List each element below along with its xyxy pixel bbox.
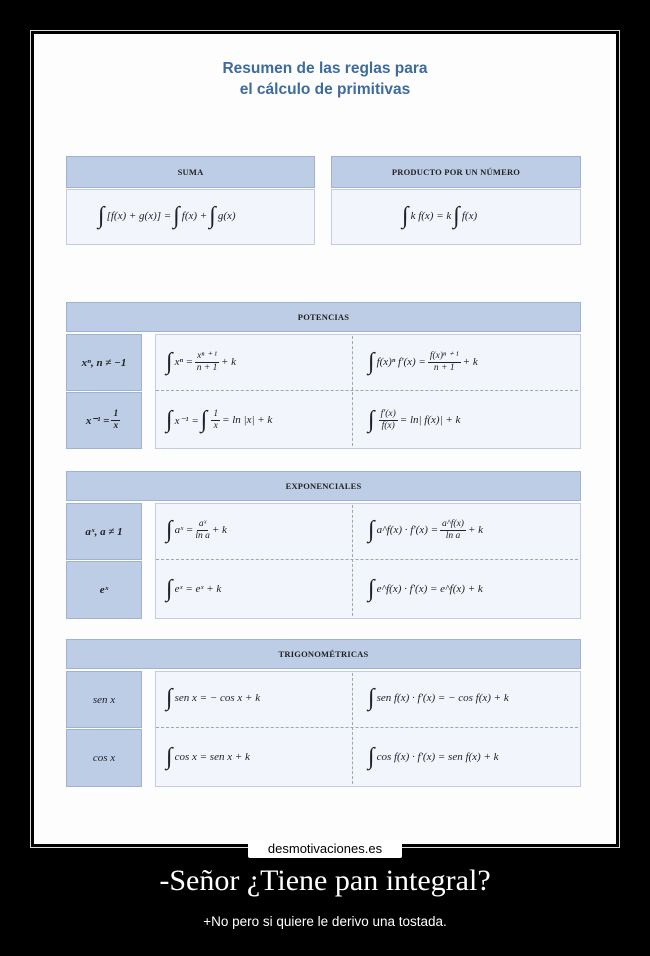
fraction-denominator: n + 1 xyxy=(433,362,455,373)
potencias-row1-label-text: xⁿ, n ≠ −1 xyxy=(81,356,127,369)
divider xyxy=(156,727,578,728)
exponenciales-row1-left xyxy=(164,510,227,550)
formula-part: + k xyxy=(462,356,478,368)
fraction-denominator: x xyxy=(113,421,119,431)
fraction xyxy=(111,409,120,432)
integral-icon: ∫ xyxy=(402,203,409,229)
divider xyxy=(156,390,578,391)
caption-subtitle: +No pero si quiere le derivo una tostada. xyxy=(203,914,447,929)
trigonometricas-header xyxy=(66,639,581,669)
divider xyxy=(352,505,353,616)
formula-part: + k xyxy=(467,524,484,536)
formula-part: aˣ = xyxy=(174,524,194,536)
integral-icon: ∫ xyxy=(166,407,173,433)
formula-part: cos f(x) · f'(x) = sen f(x) + k xyxy=(376,751,499,763)
potencias-row1-right xyxy=(366,342,478,382)
integral-icon: ∫ xyxy=(368,744,375,770)
potencias-row1-left xyxy=(164,342,236,382)
producto-formula-left: k f(x) = k xyxy=(410,210,452,222)
caption-title: -Señor ¿Tiene pan integral? xyxy=(159,864,491,897)
fraction-numerator: 1 xyxy=(113,409,119,419)
fraction xyxy=(379,409,398,432)
fraction-numerator: xⁿ ⁺ ¹ xyxy=(197,350,217,361)
trig-row2-left xyxy=(164,737,250,777)
trig-row1-right xyxy=(366,678,509,718)
exponenciales-row2-label xyxy=(66,561,142,619)
formula-part: cos x = sen x + k xyxy=(174,751,250,763)
title-line-2: el cálculo de primitivas xyxy=(239,81,411,98)
fraction-numerator: 1 xyxy=(213,408,219,419)
integral-icon: ∫ xyxy=(209,203,216,229)
exponenciales-row2-label-text: eˣ xyxy=(99,584,109,596)
integral-icon: ∫ xyxy=(173,203,180,229)
potencias-row2-left xyxy=(164,400,272,440)
exponenciales-row1-label-text: aˣ, a ≠ 1 xyxy=(85,525,123,538)
trig-row2-label-text: cos x xyxy=(92,752,116,764)
exponenciales-header-text: EXPONENCIALES xyxy=(285,481,362,491)
suma-header xyxy=(66,156,315,188)
exponenciales-header xyxy=(66,471,581,501)
integral-icon: ∫ xyxy=(166,349,173,375)
fraction-denominator: n + 1 xyxy=(196,362,218,373)
divider xyxy=(156,559,578,560)
trig-row1-left xyxy=(164,678,260,718)
integral-icon: ∫ xyxy=(200,407,208,433)
fraction-denominator: x xyxy=(213,420,218,431)
potencias-header-text: POTENCIAS xyxy=(297,312,350,322)
fraction-numerator: f(x)ⁿ ⁺ ¹ xyxy=(429,350,459,361)
producto-header xyxy=(331,156,581,188)
fraction xyxy=(428,351,461,374)
exponenciales-row1-right xyxy=(366,510,483,550)
formula-part: eˣ = eˣ + k xyxy=(174,583,222,595)
producto-formula-right: f(x) xyxy=(461,210,478,222)
formula-part: = ln| f(x)| + k xyxy=(399,414,461,426)
title-line-1: Resumen de las reglas para xyxy=(222,60,428,77)
trig-row2-right xyxy=(366,737,499,777)
suma-formula xyxy=(96,196,236,236)
integral-icon: ∫ xyxy=(368,685,375,711)
integral-icon: ∫ xyxy=(166,517,173,543)
potencias-row2-right xyxy=(366,400,460,440)
fraction-denominator: f(x) xyxy=(381,420,395,431)
suma-formula-right: g(x) xyxy=(217,210,236,222)
integral-icon: ∫ xyxy=(368,349,375,375)
fraction-denominator: ln a xyxy=(445,530,461,541)
formula-part: sen x = − cos x + k xyxy=(174,692,261,704)
divider xyxy=(352,673,353,784)
trig-row1-label-text: sen x xyxy=(92,693,116,706)
watermark-logo xyxy=(248,840,402,858)
watermark-text: desmotivaciones.es xyxy=(267,841,383,856)
fraction xyxy=(195,519,210,542)
trig-row1-label xyxy=(66,671,142,728)
trig-row2-label xyxy=(66,729,142,787)
exponenciales-row1-label xyxy=(66,503,142,560)
trigonometricas-header-text: TRIGONOMÉTRICAS xyxy=(278,649,369,659)
formula-part: + k xyxy=(211,524,227,536)
integral-icon: ∫ xyxy=(166,744,173,770)
potencias-header xyxy=(66,302,581,332)
integral-icon: ∫ xyxy=(166,576,173,602)
formula-part: a^f(x) · f'(x) = xyxy=(376,524,439,536)
formula-part: x⁻¹ = xyxy=(174,414,199,427)
producto-header-text: PRODUCTO POR UN NÚMERO xyxy=(391,167,521,177)
formula-part: + k xyxy=(220,356,236,368)
formula-part: e^f(x) · f'(x) = e^f(x) + k xyxy=(376,583,483,595)
formula-part: sen f(x) · f'(x) = − cos f(x) + k xyxy=(376,692,509,704)
fraction-numerator: aˣ xyxy=(198,518,207,529)
integral-icon: ∫ xyxy=(166,685,173,711)
fraction xyxy=(195,351,219,374)
fraction-denominator: ln a xyxy=(195,530,210,541)
suma-header-text: SUMA xyxy=(177,167,204,177)
fraction xyxy=(440,519,466,542)
exponenciales-row2-right xyxy=(366,569,483,609)
integral-icon: ∫ xyxy=(98,203,105,229)
producto-formula xyxy=(400,196,477,236)
potencias-row1-label xyxy=(66,334,142,391)
integral-icon: ∫ xyxy=(368,517,375,543)
formula-part: xⁿ = xyxy=(174,356,194,368)
suma-formula-mid: f(x) + xyxy=(181,210,208,222)
exponenciales-row2-left xyxy=(164,569,221,609)
fraction-numerator: f'(x) xyxy=(380,408,396,419)
sheet-title xyxy=(0,58,650,100)
fraction xyxy=(211,409,220,432)
formula-part: f(x)ⁿ f'(x) = xyxy=(376,356,426,368)
integral-icon: ∫ xyxy=(368,576,375,602)
potencias-row2-label-a: x⁻¹ = xyxy=(85,415,110,427)
potencias-row2-label xyxy=(66,392,142,449)
suma-formula-left: [f(x) + g(x)] = xyxy=(106,210,172,222)
formula-part: = ln |x| + k xyxy=(222,414,273,426)
divider xyxy=(352,336,353,446)
fraction-numerator: a^f(x) xyxy=(442,518,464,529)
integral-icon: ∫ xyxy=(453,203,460,229)
integral-icon: ∫ xyxy=(368,407,375,433)
